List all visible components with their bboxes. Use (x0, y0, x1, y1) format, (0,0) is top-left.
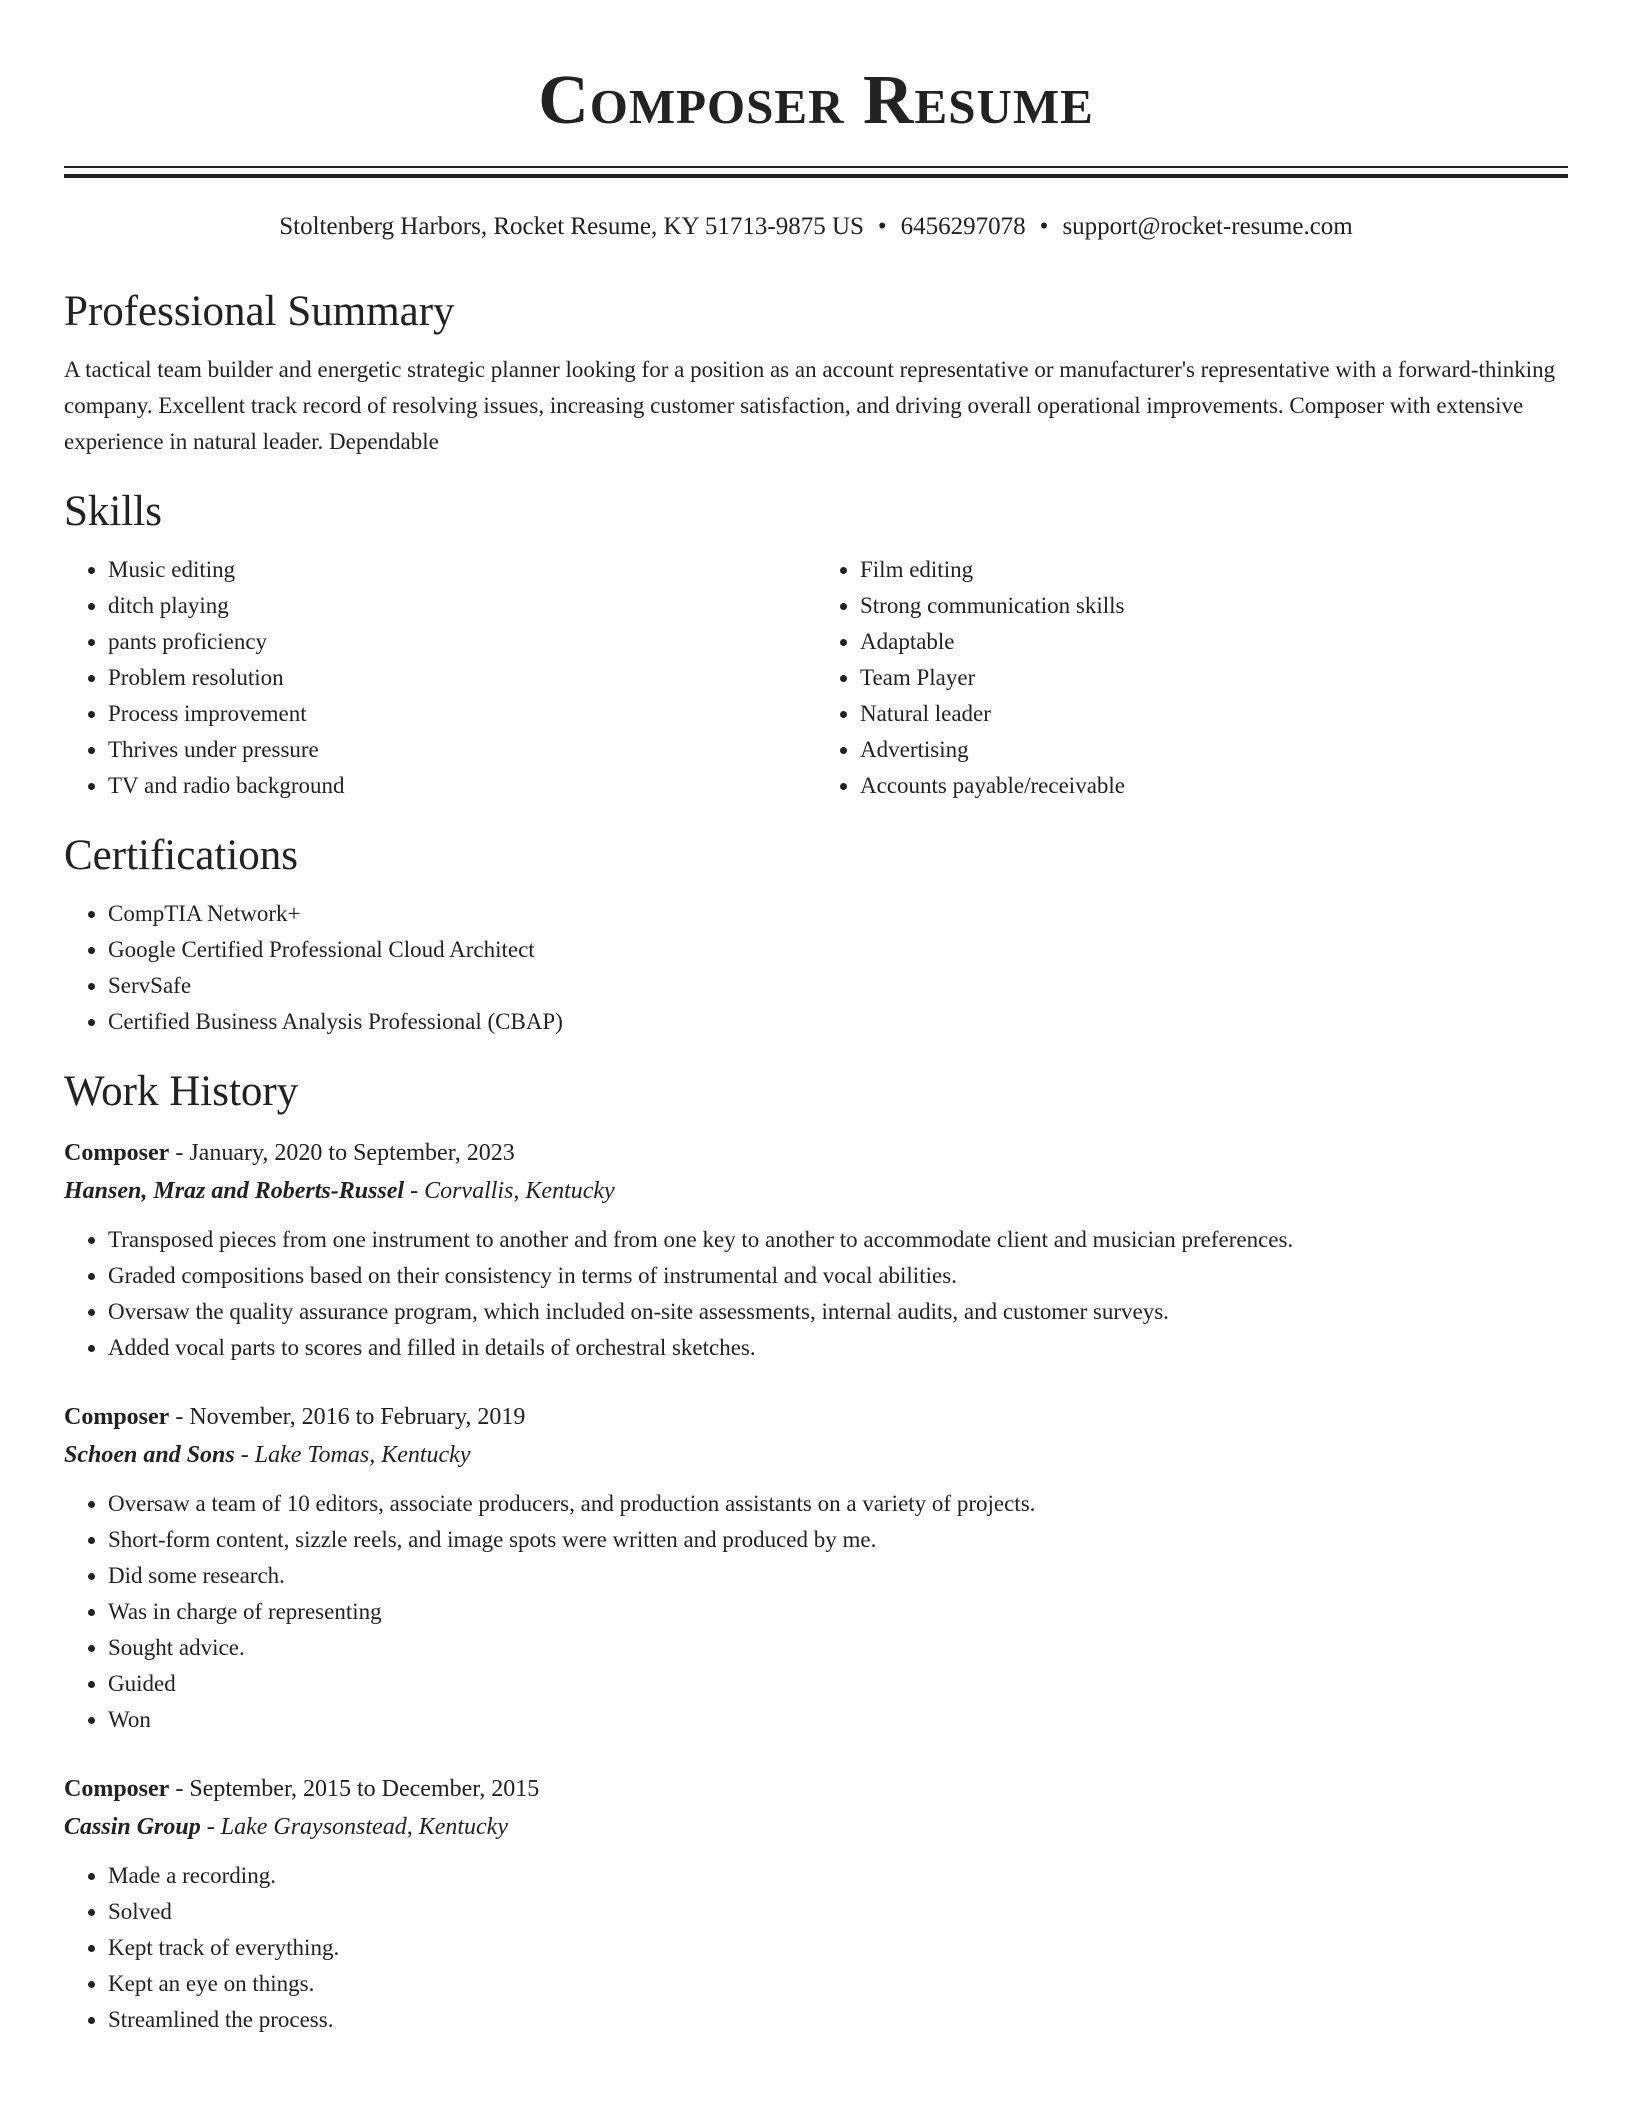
skills-list-left (64, 552, 816, 804)
job-location: - Lake Tomas, Kentucky (234, 1442, 471, 1468)
certification-item: • Certified Business Analysis Professional (CBAP) (108, 1004, 1568, 1040)
skill-item: • Team Player (860, 660, 1568, 696)
certifications-list (64, 896, 1568, 1040)
job-bullet: • Solved (108, 1894, 1568, 1930)
job-bullet: • Was in charge of representing (108, 1594, 1568, 1630)
skill-item: • ditch playing (108, 588, 816, 624)
job-bullet: • Graded compositions based on their consistency in terms of instrumental and vocal abilities. (108, 1258, 1568, 1294)
resume-page (64, 0, 1568, 2038)
job-dates: - September, 2015 to December, 2015 (169, 1776, 540, 1802)
job-bullet: • Won (108, 1702, 1568, 1738)
job-entry (64, 1134, 1568, 1366)
skills-heading: Skills (64, 488, 162, 535)
skill-item: • pants proficiency (108, 624, 816, 660)
job-bullet: • Did some research. (108, 1558, 1568, 1594)
skill-item: • TV and radio background (108, 768, 816, 804)
title-divider (64, 166, 1568, 178)
job-bullet: • Kept an eye on things. (108, 1966, 1568, 2002)
job-company: Cassin Group (64, 1814, 201, 1840)
skill-item: • Thrives under pressure (108, 732, 816, 768)
job-bullet: • Oversaw a team of 10 editors, associate producers, and production assistants on a variety of projects. (108, 1486, 1568, 1522)
resume-title: Composer Resume (538, 62, 1094, 139)
job-dates: - January, 2020 to September, 2023 (169, 1140, 515, 1166)
contact-email: support@rocket-resume.com (1062, 213, 1353, 240)
job-company-line (64, 1436, 1568, 1474)
skill-item: • Process improvement (108, 696, 816, 732)
skills-list-right (816, 552, 1568, 804)
certifications-heading: Certifications (64, 832, 299, 879)
job-role: Composer (64, 1776, 170, 1802)
skill-item: • Accounts payable/receivable (860, 768, 1568, 804)
job-bullet: • Sought advice. (108, 1630, 1568, 1666)
skill-item: • Adaptable (860, 624, 1568, 660)
job-bullet: • Added vocal parts to scores and filled in details of orchestral sketches. (108, 1330, 1568, 1366)
contact-phone: 6456297078 (900, 213, 1026, 240)
skill-item: • Problem resolution (108, 660, 816, 696)
job-bullets (64, 1858, 1568, 2038)
job-bullet: • Made a recording. (108, 1858, 1568, 1894)
job-bullet: • Short-form content, sizzle reels, and image spots were written and produced by me. (108, 1522, 1568, 1558)
job-location: - Corvallis, Kentucky (404, 1178, 615, 1204)
job-bullet: • Transposed pieces from one instrument to another and from one key to another to accommodate client and musician preferences. (108, 1222, 1568, 1258)
skill-item: • Strong communication skills (860, 588, 1568, 624)
job-location: - Lake Graysonstead, Kentucky (200, 1814, 508, 1840)
certification-item: • ServSafe (108, 968, 1568, 1004)
job-bullet: • Guided (108, 1666, 1568, 1702)
summary-text: A tactical team builder and energetic strategic planner looking for a position as an account representative or manufacturer's representative with a forward-thinking company. Excellent track record of resolving issues, increasing customer satisfaction, and driving overall operational improvements. Composer with extensive experience in natural leader. Dependable (64, 357, 1556, 454)
job-bullet: • Oversaw the quality assurance program, which included on-site assessments, internal audits, and customer surveys. (108, 1294, 1568, 1330)
skill-item: • Advertising (860, 732, 1568, 768)
job-title-line (64, 1134, 1568, 1172)
job-bullet: • Streamlined the process. (108, 2002, 1568, 2038)
job-dates: - November, 2016 to February, 2019 (169, 1404, 526, 1430)
job-company: Hansen, Mraz and Roberts-Russel (64, 1178, 405, 1204)
contact-info (64, 212, 1568, 242)
certification-item: • Google Certified Professional Cloud Architect (108, 932, 1568, 968)
skill-item: • Film editing (860, 552, 1568, 588)
certification-item: • CompTIA Network+ (108, 896, 1568, 932)
job-bullets (64, 1222, 1568, 1366)
job-entry (64, 1398, 1568, 1738)
job-entry (64, 1770, 1568, 2038)
work-history-heading: Work History (64, 1068, 299, 1115)
contact-separator: • (1039, 213, 1049, 240)
job-bullet: • Kept track of everything. (108, 1930, 1568, 1966)
job-company-line (64, 1808, 1568, 1846)
job-role: Composer (64, 1404, 170, 1430)
skill-item: • Natural leader (860, 696, 1568, 732)
summary-heading: Professional Summary (64, 288, 455, 335)
contact-separator: • (877, 213, 887, 240)
skills-grid (64, 552, 1568, 804)
job-title-line (64, 1770, 1568, 1808)
job-role: Composer (64, 1140, 170, 1166)
job-bullets (64, 1486, 1568, 1738)
job-company-line (64, 1172, 1568, 1210)
job-title-line (64, 1398, 1568, 1436)
skill-item: • Music editing (108, 552, 816, 588)
contact-address: Stoltenberg Harbors, Rocket Resume, KY 51713-9875 US (279, 213, 864, 240)
job-company: Schoen and Sons (64, 1442, 235, 1468)
